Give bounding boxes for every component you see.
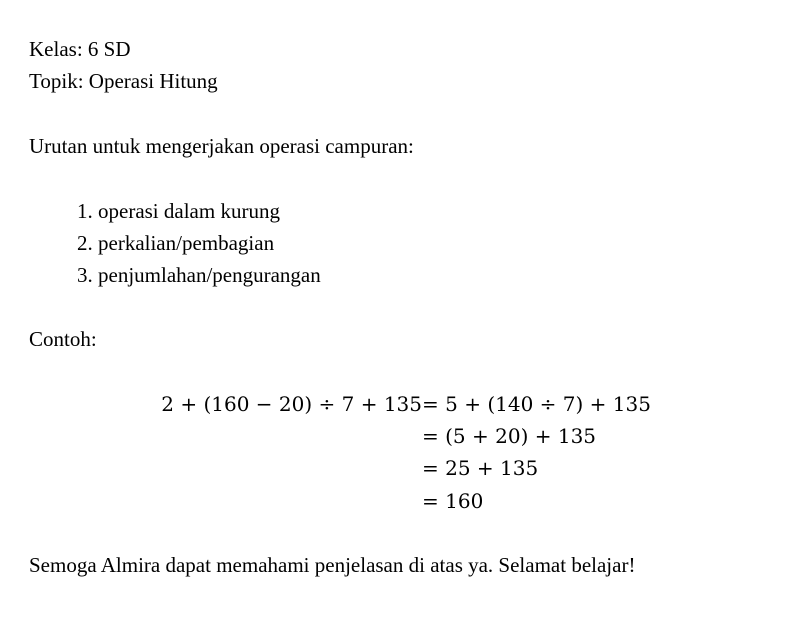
topic-label: Topik: Operasi Hitung: [29, 69, 218, 93]
equation-line: = (5 + 20) + 135: [422, 424, 597, 448]
equation-line: = 25 + 135: [422, 456, 539, 480]
equation-line: = 160: [422, 489, 484, 513]
intro-text: Urutan untuk mengerjakan operasi campuran:: [29, 134, 414, 158]
list-item: 2. perkalian/pembagian: [77, 231, 275, 255]
equation-line: = 5 + (140 ÷ 7) + 135: [422, 392, 651, 416]
list-item: 3. penjumlahan/pengurangan: [77, 263, 321, 287]
list-item: 1. operasi dalam kurung: [77, 199, 280, 223]
equation-lhs: 2 + (160 − 20) ÷ 7 + 135: [161, 392, 422, 416]
closing-text: Semoga Almira dapat memahami penjelasan di atas ya. Selamat belajar!: [29, 553, 636, 577]
example-label: Contoh:: [29, 327, 97, 351]
grade-label: Kelas: 6 SD: [29, 37, 131, 61]
